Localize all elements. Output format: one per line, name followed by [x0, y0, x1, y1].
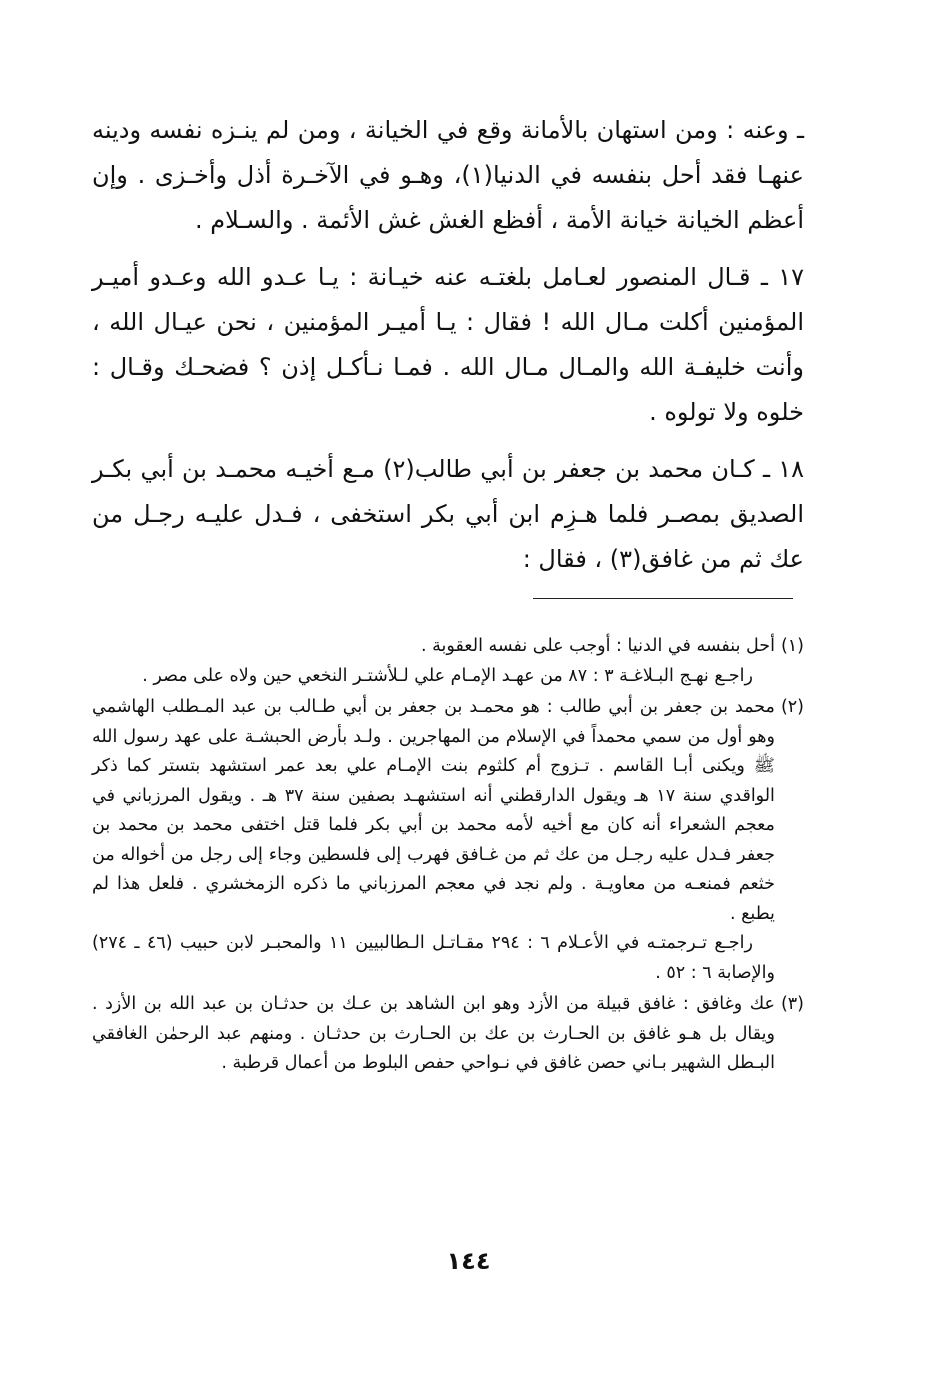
footnote-text: محمد بن جعفر بن أبي طالب : هو محمـد بن جعفر بن أبي طـالب بن عبد المـطلب الهاشمي وهو أول من سمي محمداً في الإسلام من المهاجرين . ولـد بأرض الحبشـة على عهد رسول الله ﷺ ويكنى أبـا القاسم . تـزوج أم كلثوم بنت الإمـام علي بعد عمر استشهد بتستر كما ذكر الواقدي سنة ١٧ هـ ويقول الدارقطني أنه استشهـد بصفين سنة ٣٧ هـ . ويقول المرزباني في معجم الشعراء أنه كان مع أخيه لأمه محمد بن أبي بكر فلما قتل اختفى محمد بن محمد بن جعفر فـدل عليه رجـل من عك ثم من غـافق فهرب إلى فلسطين وجاء إلى رجل من أخواله من خثعم فمنعـه من معاويـة . ولم نجد في معجم المرزباني ما ذكره الزمخشري . فلعل هذا لم يطبع . [92, 697, 775, 924]
page-number: ١٤٤ [446, 1247, 491, 1275]
paragraph-continuation: ـ وعنه : ومن استهان بالأمانة وقع في الخيانة ، ومن لم ينـزه نفسه ودينه عنهـا فقد أحل بنفسه في الدنيا(١)، وهـو في الآخـرة أذل وأخـزى . وإن أعظم الخيانة خيانة الأمة ، أفظع الغش غش الأئمة . والسـلام . [92, 116, 804, 234]
footnote-body [92, 990, 775, 1079]
footnote-number: (١) [780, 636, 804, 656]
footnotes [92, 632, 804, 1081]
footnote-body [92, 693, 775, 988]
footnote-1 [92, 632, 804, 691]
main-text [92, 108, 804, 594]
footnote-separator [533, 598, 793, 599]
paragraph-17: ١٧ ـ قـال المنصور لعـامل بلغتـه عنه خيـانة : يـا عـدو الله وعـدو أميـر المؤمنين أكلت مـال الله ! فقال : يـا أميـر المؤمنين ، نحن عيـال الله ، وأنت خليفـة الله والمـال مـال الله . فمـا نـأكـل إذن ؟ فضحـك وقـال : خلوه ولا تولوه . [92, 263, 804, 426]
footnote-reference: راجـع نهـج البـلاغـة ٣ : ٨٧ من عهـد الإمـام علي لـلأشتـر النخعي حين ولاه على مصر . [142, 665, 753, 686]
footnote-number: (٣) [780, 994, 804, 1014]
footnote-body [92, 632, 775, 691]
footnote-reference: راجـع تـرجمتـه في الأعـلام ٦ : ٢٩٤ مقـاتـل الـطالبيين ١١ والمحبـر لابن حبيب (٤٦ ـ ٢٧٤) والإصابة ٦ : ٥٢ . [92, 933, 775, 983]
footnote-2 [92, 693, 804, 988]
paragraph-18: ١٨ ـ كـان محمد بن جعفر بن أبي طالب(٢) مـع أخيـه محمـد بن أبي بكـر الصديق بمصـر فلما هـزِم ابن أبي بكر استخفى ، فـدل عليـه رجـل من عك ثم من غافق(٣) ، فقال : [92, 455, 804, 573]
footnote-text: أحل بنفسه في الدنيا : أوجب على نفسه العقوبة . [421, 636, 775, 656]
footnote-number: (٢) [780, 697, 804, 717]
footnote-3 [92, 990, 804, 1079]
footnote-text: عك وغافق : غافق قبيلة من الأزد وهو ابن الشاهد بن عـك بن حدثـان بن عبد الله بن الأزد . ويقال بل هـو غافق بن الحـارث بن عك بن الحـارث بن حدثـان . ومنهم عبد الرحمٰن الغافقي البـطل الشهير بـاني حصن غافق في نـواحي حفص البلوط من أعمال قرطبة . [92, 994, 775, 1073]
